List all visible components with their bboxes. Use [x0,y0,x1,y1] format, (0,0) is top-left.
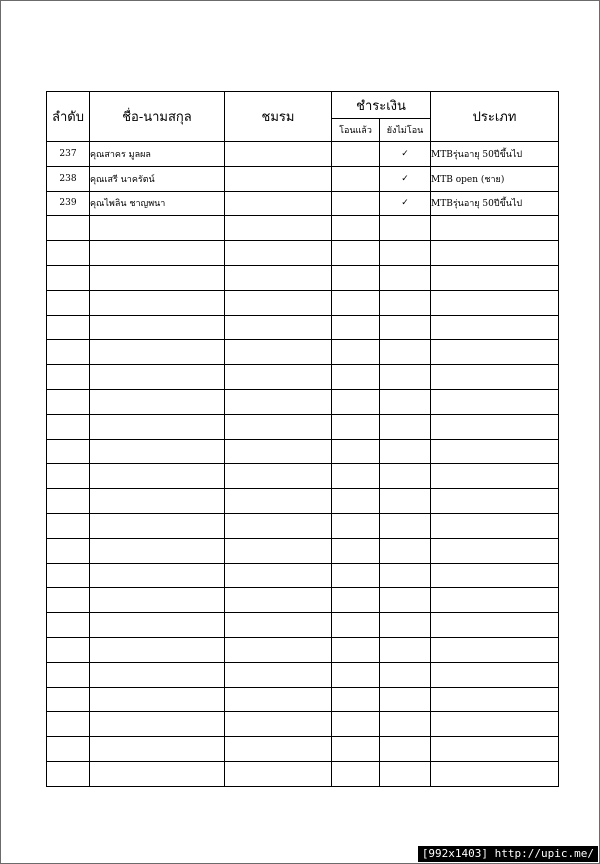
row-unpaid [380,712,431,737]
row-name [90,737,225,762]
table-row [47,563,559,588]
row-club [225,265,332,290]
row-number [47,315,90,340]
row-number: 239 [47,191,90,216]
row-number [47,662,90,687]
table-row [47,216,559,241]
row-club [225,414,332,439]
row-name [90,513,225,538]
header-paid: โอนแล้ว [332,119,380,142]
row-paid [332,166,380,191]
row-name [90,662,225,687]
row-number [47,588,90,613]
table-row [47,439,559,464]
row-number [47,216,90,241]
row-unpaid [380,340,431,365]
row-name [90,761,225,786]
row-unpaid [380,389,431,414]
row-paid [332,712,380,737]
row-club [225,563,332,588]
table-row [47,712,559,737]
row-category [431,265,559,290]
row-unpaid [380,737,431,762]
table-row [47,241,559,266]
row-unpaid [380,513,431,538]
row-category [431,538,559,563]
row-club [225,315,332,340]
table-row [47,613,559,638]
row-category [431,365,559,390]
row-name [90,588,225,613]
table-row [47,414,559,439]
row-number [47,241,90,266]
row-name: คุณสาคร มูลผล [90,142,225,167]
row-club [225,439,332,464]
row-club [225,662,332,687]
row-name [90,414,225,439]
row-paid [332,489,380,514]
row-number [47,340,90,365]
header-category: ประเภท [431,92,559,142]
table-row [47,166,559,191]
row-paid [332,563,380,588]
row-number [47,538,90,563]
row-category: MTBรุ่นอายุ 50ปีขึ้นไป [431,191,559,216]
row-unpaid [380,365,431,390]
row-unpaid [380,563,431,588]
row-category [431,588,559,613]
row-unpaid [380,662,431,687]
row-category [431,340,559,365]
row-category [431,712,559,737]
row-name [90,687,225,712]
row-category [431,489,559,514]
row-number [47,613,90,638]
row-name [90,613,225,638]
row-club [225,142,332,167]
row-paid [332,687,380,712]
row-unpaid [380,613,431,638]
row-paid [332,216,380,241]
row-club [225,340,332,365]
row-number [47,290,90,315]
table-row [47,265,559,290]
row-paid [332,414,380,439]
table-row [47,142,559,167]
header-club: ชมรม [225,92,332,142]
row-name [90,389,225,414]
row-number: 237 [47,142,90,167]
row-name: คุณเสรี นาครัตน์ [90,166,225,191]
row-number [47,464,90,489]
table-row [47,761,559,786]
row-paid [332,290,380,315]
row-unpaid: ✓ [380,191,431,216]
row-club [225,588,332,613]
row-club [225,389,332,414]
row-unpaid [380,687,431,712]
header-unpaid: ยังไม่โอน [380,119,431,142]
row-paid [332,315,380,340]
row-category [431,563,559,588]
table-row [47,389,559,414]
table-row [47,538,559,563]
table-row [47,687,559,712]
table-row [47,315,559,340]
row-number [47,365,90,390]
row-paid [332,340,380,365]
row-unpaid: ✓ [380,142,431,167]
row-club [225,737,332,762]
row-category [431,414,559,439]
row-name [90,290,225,315]
row-paid [332,538,380,563]
table-row [47,464,559,489]
row-club [225,241,332,266]
row-number [47,637,90,662]
table-row [47,290,559,315]
row-name [90,464,225,489]
row-unpaid [380,588,431,613]
row-unpaid [380,216,431,241]
row-paid [332,241,380,266]
row-paid [332,389,380,414]
row-category [431,439,559,464]
row-paid [332,588,380,613]
row-paid [332,191,380,216]
row-category [431,216,559,241]
row-club [225,191,332,216]
row-club [225,761,332,786]
row-club [225,166,332,191]
table-row [47,489,559,514]
row-name [90,315,225,340]
row-unpaid [380,265,431,290]
row-club [225,513,332,538]
row-number [47,737,90,762]
row-unpaid [380,290,431,315]
table-row [47,662,559,687]
row-number [47,489,90,514]
row-unpaid [380,414,431,439]
row-club [225,290,332,315]
row-category [431,290,559,315]
row-number [47,563,90,588]
row-unpaid [380,489,431,514]
row-unpaid: ✓ [380,166,431,191]
row-number [47,265,90,290]
row-number [47,414,90,439]
row-number [47,439,90,464]
row-unpaid [380,241,431,266]
row-category [431,687,559,712]
row-paid [332,365,380,390]
row-number [47,687,90,712]
row-club [225,637,332,662]
row-paid [332,637,380,662]
registration-table [46,91,559,787]
table-row [47,340,559,365]
row-number [47,761,90,786]
row-name [90,637,225,662]
row-category [431,613,559,638]
row-paid [332,737,380,762]
row-name [90,241,225,266]
row-name [90,563,225,588]
row-unpaid [380,439,431,464]
table-body [47,142,559,787]
row-paid [332,439,380,464]
row-paid [332,142,380,167]
row-name [90,340,225,365]
row-paid [332,761,380,786]
row-category [431,241,559,266]
row-unpaid [380,315,431,340]
row-paid [332,265,380,290]
row-category [431,662,559,687]
row-paid [332,662,380,687]
row-number [47,389,90,414]
table-row [47,513,559,538]
watermark-text: [992x1403] http://upic.me/ [418,846,598,862]
row-number: 238 [47,166,90,191]
table-row [47,365,559,390]
row-name: คุณไพลิน ชาญพนา [90,191,225,216]
row-paid [332,513,380,538]
row-club [225,489,332,514]
row-club [225,538,332,563]
row-unpaid [380,538,431,563]
row-club [225,687,332,712]
row-club [225,365,332,390]
row-club [225,613,332,638]
row-paid [332,464,380,489]
row-category: MTBรุ่นอายุ 50ปีขึ้นไป [431,142,559,167]
row-name [90,216,225,241]
row-name [90,265,225,290]
table-row [47,637,559,662]
row-paid [332,613,380,638]
header-payment: ชำระเงิน [332,92,431,119]
row-unpaid [380,637,431,662]
row-category [431,315,559,340]
row-name [90,712,225,737]
row-category: MTB open (ชาย) [431,166,559,191]
row-name [90,365,225,390]
row-category [431,761,559,786]
row-name [90,489,225,514]
header-name: ชื่อ-นามสกุล [90,92,225,142]
row-unpaid [380,761,431,786]
row-category [431,737,559,762]
row-unpaid [380,464,431,489]
row-name [90,439,225,464]
row-club [225,216,332,241]
header-no: ลำดับ [47,92,90,142]
row-number [47,513,90,538]
table-row [47,588,559,613]
row-category [431,637,559,662]
table-row [47,191,559,216]
table-row [47,737,559,762]
row-category [431,513,559,538]
row-category [431,389,559,414]
row-category [431,464,559,489]
row-number [47,712,90,737]
row-club [225,464,332,489]
row-club [225,712,332,737]
row-name [90,538,225,563]
